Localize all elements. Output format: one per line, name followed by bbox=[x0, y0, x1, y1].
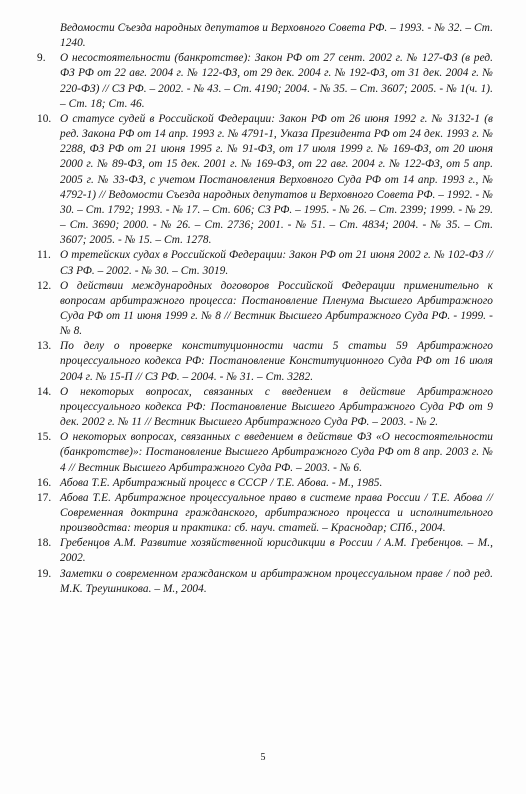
page-number: 5 bbox=[260, 752, 266, 763]
reference-text: По делу о проверке конституционности части 5 статьи 59 Арбитражного процессуального кодекса РФ: Постановление Конституционного Суда РФ от 16 июля 2004 г. № 15-П // СЗ РФ. – 2004. - № 31. – Ст. 3282. bbox=[60, 340, 493, 383]
reference-item-10 bbox=[37, 112, 493, 248]
reference-number: 19. bbox=[37, 567, 52, 580]
reference-number: 14. bbox=[37, 385, 52, 398]
reference-item-18 bbox=[37, 536, 493, 566]
reference-text: Ведомости Съезда народных депутатов и Верховного Совета РФ. – 1993. - № 32. – Ст. 1240. bbox=[60, 22, 493, 50]
reference-item-9 bbox=[37, 51, 493, 112]
reference-list bbox=[37, 21, 493, 597]
reference-number: 13. bbox=[37, 340, 52, 353]
reference-number: 10. bbox=[37, 112, 52, 125]
reference-text: Абова Т.Е. Арбитражное процессуальное право в системе права России / Т.Е. Абова // Современная доктрина гражданского, арбитражного процесса и исполнительного производства: теория и практика: сб. науч. статей. – Краснодар; СПб., 2004. bbox=[60, 491, 493, 535]
reference-item-19 bbox=[37, 567, 493, 597]
reference-item-14 bbox=[37, 385, 493, 430]
reference-item-15 bbox=[37, 430, 493, 475]
reference-item-continuation bbox=[37, 21, 493, 51]
reference-text: Заметки о современном гражданском и арбитражном процессуальном праве / под ред. М.К. Треушникова. – М., 2004. bbox=[60, 567, 493, 595]
reference-item-12 bbox=[37, 279, 493, 340]
reference-item-13 bbox=[37, 339, 493, 384]
reference-text: О некоторых вопросах, связанных с введением в действие Арбитражного процессуального кодекса РФ: Постановление Высшего Арбитражного Суда РФ от 9 дек. 2002 г. № 11 // Вестник Высшего Арбитражного Суда РФ. – 2003. - № 2. bbox=[60, 385, 493, 429]
reference-number: 11. bbox=[37, 249, 51, 262]
reference-text: О третейских судах в Российской Федерации: Закон РФ от 21 июня 2002 г. № 102-ФЗ // СЗ РФ. – 2002. - № 30. – Ст. 3019. bbox=[60, 249, 493, 277]
reference-text: Абова Т.Е. Арбитражный процесс в СССР / Т.Е. Абова. - М., 1985. bbox=[60, 476, 383, 489]
reference-text: О статусе судей в Российской Федерации: Закон РФ от 26 июня 1992 г. № 3132-1 (в ред. Закона РФ от 14 апр. 1993 г. № 4791-1, Указа Президента РФ от 24 дек. 1993 г. № 2288, ФЗ РФ от 21 июня 1995 г. № 91-ФЗ, от 17 июля 1999 г. № 169-ФЗ, от 20 июня 2000 г. № 89-ФЗ, от 15 дек. 2001 г. № 169-ФЗ, от 22 авг. 2004 г. № 122-ФЗ, от 5 апр. 2005 г. № 33-ФЗ, с учетом Постановления Верховного Суда РФ от 14 апр. 1993 г., № 4792-1) // Ведомости Съезда народных депутатов и Верховного Совета РФ. – 1992. - № 30. – Ст. 1792; 1993. - № 17. – Ст. 606; СЗ РФ. – 1995. - № 26. – Ст. 2399; 1999. - № 29. – Ст. 3690; 2000. - № 26. – Ст. 2736; 2001. - № 51. – Ст. 4834; 2004. - № 35. – Ст. 3607; 2005. - № 15. – Ст. 1278. bbox=[60, 112, 493, 247]
reference-number: 15. bbox=[37, 431, 52, 444]
reference-number: 17. bbox=[37, 491, 52, 504]
reference-text: О некоторых вопросах, связанных с введением в действие ФЗ «О несостоятельности (банкротстве)»: Постановление Высшего Арбитражного Суда РФ от 8 апр. 2003 г. № 4 // Вестник Высшего Арбитражного Суда РФ. – 2003. - № 6. bbox=[60, 431, 493, 474]
reference-text: О несостоятельности (банкротстве): Закон РФ от 27 сент. 2002 г. № 127-ФЗ (в ред. ФЗ РФ от 22 авг. 2004 г. № 122-ФЗ, от 29 дек. 2004 г. № 192-ФЗ, от 31 дек. 2004 г. № 220-ФЗ) // СЗ РФ. – 2002. - № 43. – Ст. 4190; 2004. - № 35. – Ст. 3607; 2005. - № 1(ч. 1). – Ст. 18; Ст. 46. bbox=[60, 52, 493, 110]
reference-number: 16. bbox=[37, 476, 52, 489]
reference-number: 9. bbox=[37, 52, 46, 65]
reference-item-11 bbox=[37, 248, 493, 278]
reference-text: О действии международных договоров Российской Федерации применительно к вопросам арбитражного процесса: Постановление Пленума Высшего Арбитражного Суда РФ от 11 июня 1999 г. № 8 // Вестник Высшего Арбитражного Суда РФ. - 1999. - № 8. bbox=[60, 279, 493, 338]
reference-number: 18. bbox=[37, 537, 52, 550]
reference-item-17 bbox=[37, 491, 493, 536]
reference-text: Гребенцов А.М. Развитие хозяйственной юрисдикции в России / А.М. Гребенцов. – М., 2002. bbox=[60, 537, 493, 565]
reference-item-16 bbox=[37, 476, 493, 491]
reference-number: 12. bbox=[37, 279, 52, 292]
